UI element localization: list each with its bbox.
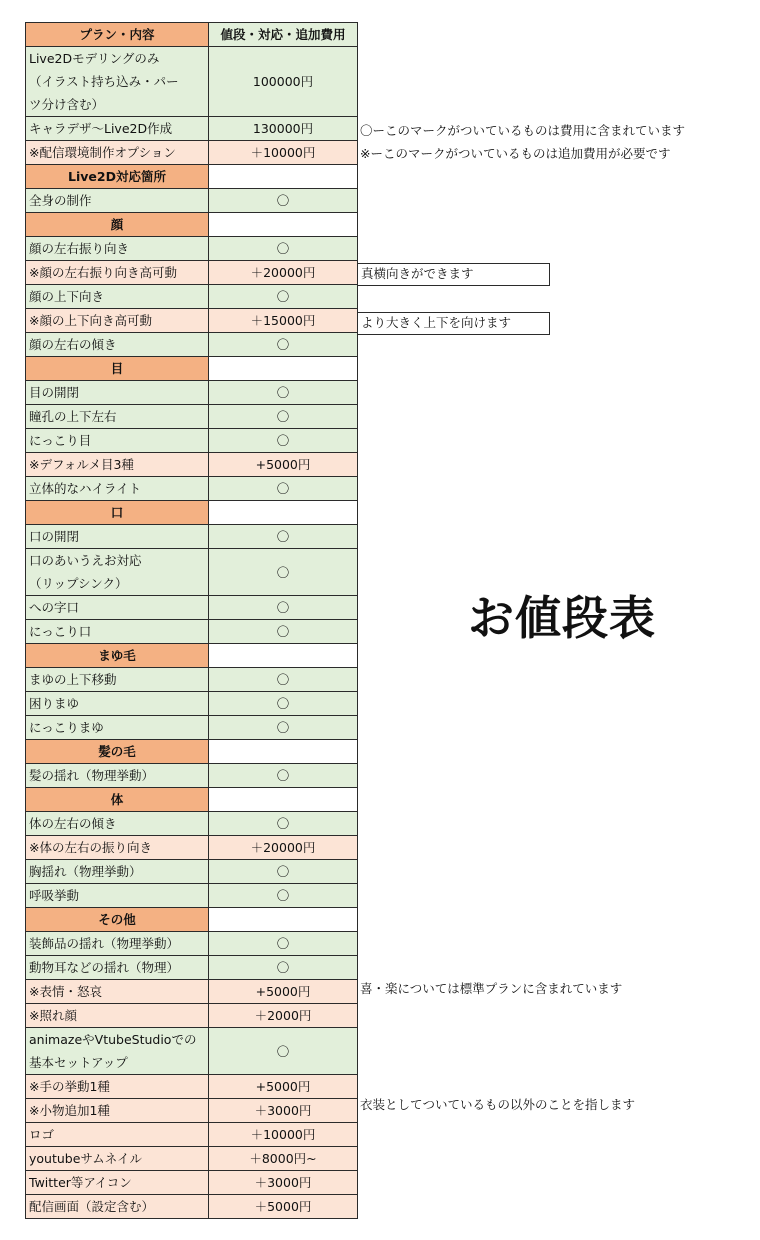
row-value[interactable]: ＋3000円 bbox=[209, 1099, 358, 1123]
section-row bbox=[26, 788, 358, 812]
page-title: お値段表 bbox=[468, 591, 656, 645]
section-row bbox=[26, 165, 358, 189]
header-price[interactable]: 値段・対応・追加費用 bbox=[209, 23, 358, 47]
row-value[interactable]: 100000円 bbox=[209, 47, 358, 117]
row-label[interactable]: 顔の左右振り向き bbox=[26, 237, 209, 261]
row-value[interactable]: 〇 bbox=[209, 668, 358, 692]
row-value[interactable]: 〇 bbox=[209, 381, 358, 405]
row-value[interactable]: 〇 bbox=[209, 812, 358, 836]
note-hyoujou: 喜・楽については標準プランに含まれています bbox=[360, 981, 623, 996]
row-value[interactable]: 〇 bbox=[209, 1028, 358, 1075]
row-label[interactable]: 髪の揺れ（物理挙動） bbox=[26, 764, 209, 788]
row-value[interactable]: ＋5000円 bbox=[209, 1195, 358, 1219]
row-value[interactable] bbox=[209, 213, 358, 237]
table-row bbox=[26, 141, 358, 165]
table-row bbox=[26, 1195, 358, 1219]
section-row bbox=[26, 213, 358, 237]
table-row bbox=[26, 716, 358, 740]
table-row bbox=[26, 812, 358, 836]
table-row bbox=[26, 381, 358, 405]
section-row bbox=[26, 644, 358, 668]
row-label[interactable]: Twitter等アイコン bbox=[26, 1171, 209, 1195]
table-row bbox=[26, 692, 358, 716]
section-row bbox=[26, 740, 358, 764]
row-value[interactable] bbox=[209, 740, 358, 764]
row-value[interactable]: 〇 bbox=[209, 620, 358, 644]
table-row bbox=[26, 980, 358, 1004]
row-value[interactable] bbox=[209, 357, 358, 381]
table-row bbox=[26, 884, 358, 908]
header-plan[interactable]: プラン・内容 bbox=[26, 23, 209, 47]
row-label[interactable]: 口の開閉 bbox=[26, 525, 209, 549]
note-jouge: より大きく上下を向けます bbox=[357, 312, 550, 335]
row-label[interactable]: キャラデザ〜Live2D作成 bbox=[26, 117, 209, 141]
row-value[interactable] bbox=[209, 788, 358, 812]
table-row bbox=[26, 1028, 358, 1075]
note-extra-mark: ※ーこのマークがついているものは追加費用が必要です bbox=[360, 146, 671, 161]
row-value[interactable]: 130000円 bbox=[209, 117, 358, 141]
table-row bbox=[26, 1099, 358, 1123]
row-label[interactable]: 瞳孔の上下左右 bbox=[26, 405, 209, 429]
note-included-mark: 〇ーこのマークがついているものは費用に含まれています bbox=[360, 123, 686, 138]
row-value[interactable]: ＋10000円 bbox=[209, 141, 358, 165]
row-label[interactable]: にっこり口 bbox=[26, 620, 209, 644]
row-value[interactable]: 〇 bbox=[209, 764, 358, 788]
table-row bbox=[26, 309, 358, 333]
table-row bbox=[26, 1004, 358, 1028]
section-row bbox=[26, 357, 358, 381]
table-row bbox=[26, 525, 358, 549]
row-value[interactable]: 〇 bbox=[209, 596, 358, 620]
note-komono: 衣装としてついているもの以外のことを指します bbox=[360, 1097, 636, 1112]
row-value[interactable]: ＋15000円 bbox=[209, 309, 358, 333]
row-label[interactable]: 立体的なハイライト bbox=[26, 477, 209, 501]
table-row bbox=[26, 620, 358, 644]
section-title[interactable]: Live2D対応箇所 bbox=[26, 165, 209, 189]
note-yoko: 真横向きができます bbox=[357, 263, 550, 286]
row-label[interactable]: Live2Dモデリングのみ （イラスト持ち込み・パー ツ分け含む） bbox=[26, 47, 209, 117]
row-value[interactable]: 〇 bbox=[209, 237, 358, 261]
row-label[interactable]: まゆの上下移動 bbox=[26, 668, 209, 692]
row-label[interactable]: ※配信環境制作オプション bbox=[26, 141, 209, 165]
table-row bbox=[26, 932, 358, 956]
row-label[interactable]: ※手の挙動1種 bbox=[26, 1075, 209, 1099]
section-row bbox=[26, 501, 358, 525]
row-value[interactable]: 〇 bbox=[209, 549, 358, 596]
row-value[interactable]: 〇 bbox=[209, 884, 358, 908]
row-value[interactable]: 〇 bbox=[209, 525, 358, 549]
row-value[interactable]: +5000円 bbox=[209, 980, 358, 1004]
row-value[interactable] bbox=[209, 644, 358, 668]
row-value[interactable]: 〇 bbox=[209, 189, 358, 213]
section-title[interactable]: まゆ毛 bbox=[26, 644, 209, 668]
row-value[interactable] bbox=[209, 908, 358, 932]
row-label[interactable]: にっこり目 bbox=[26, 429, 209, 453]
row-label[interactable]: 顔の左右の傾き bbox=[26, 333, 209, 357]
table-row bbox=[26, 1147, 358, 1171]
table-row bbox=[26, 668, 358, 692]
section-title[interactable]: 目 bbox=[26, 357, 209, 381]
row-value[interactable]: 〇 bbox=[209, 860, 358, 884]
row-label[interactable]: ※顔の左右振り向き高可動 bbox=[26, 261, 209, 285]
table-header-row bbox=[26, 23, 358, 47]
row-value[interactable]: ＋20000円 bbox=[209, 836, 358, 860]
table-row bbox=[26, 117, 358, 141]
row-label[interactable]: ※照れ顔 bbox=[26, 1004, 209, 1028]
table-row bbox=[26, 836, 358, 860]
row-value[interactable]: 〇 bbox=[209, 692, 358, 716]
row-value[interactable]: 〇 bbox=[209, 429, 358, 453]
table-row bbox=[26, 189, 358, 213]
row-value[interactable]: 〇 bbox=[209, 477, 358, 501]
table-row bbox=[26, 1075, 358, 1099]
table-row bbox=[26, 1171, 358, 1195]
row-value[interactable]: ＋10000円 bbox=[209, 1123, 358, 1147]
table-row bbox=[26, 285, 358, 309]
row-value[interactable]: 〇 bbox=[209, 405, 358, 429]
table-row bbox=[26, 549, 358, 596]
row-value[interactable]: 〇 bbox=[209, 932, 358, 956]
row-label[interactable]: animazeやVtubeStudioでの 基本セットアップ bbox=[26, 1028, 209, 1075]
row-label[interactable]: 全身の制作 bbox=[26, 189, 209, 213]
row-label[interactable]: 配信画面（設定含む） bbox=[26, 1195, 209, 1219]
row-label[interactable]: 動物耳などの揺れ（物理） bbox=[26, 956, 209, 980]
row-label[interactable]: 胸揺れ（物理挙動） bbox=[26, 860, 209, 884]
row-value[interactable]: ＋3000円 bbox=[209, 1171, 358, 1195]
row-label[interactable]: への字口 bbox=[26, 596, 209, 620]
table-row bbox=[26, 477, 358, 501]
row-label[interactable]: 呼吸挙動 bbox=[26, 884, 209, 908]
section-row bbox=[26, 908, 358, 932]
row-label[interactable]: 顔の上下向き bbox=[26, 285, 209, 309]
row-label[interactable]: にっこりまゆ bbox=[26, 716, 209, 740]
table-row bbox=[26, 261, 358, 285]
row-value[interactable]: ＋2000円 bbox=[209, 1004, 358, 1028]
row-label[interactable]: 口のあいうえお対応 （リップシンク） bbox=[26, 549, 209, 596]
row-label[interactable]: 装飾品の揺れ（物理挙動） bbox=[26, 932, 209, 956]
section-title[interactable]: 顔 bbox=[26, 213, 209, 237]
table-row bbox=[26, 47, 358, 117]
section-title[interactable]: その他 bbox=[26, 908, 209, 932]
row-value[interactable]: 〇 bbox=[209, 285, 358, 309]
row-label[interactable]: ロゴ bbox=[26, 1123, 209, 1147]
row-label[interactable]: ※デフォルメ目3種 bbox=[26, 453, 209, 477]
row-label[interactable]: 目の開閉 bbox=[26, 381, 209, 405]
row-value[interactable]: 〇 bbox=[209, 716, 358, 740]
row-label[interactable]: ※顔の上下向き高可動 bbox=[26, 309, 209, 333]
row-value[interactable]: +5000円 bbox=[209, 453, 358, 477]
row-value[interactable]: +5000円 bbox=[209, 1075, 358, 1099]
row-label[interactable]: ※体の左右の振り向き bbox=[26, 836, 209, 860]
row-value[interactable]: ＋8000円~ bbox=[209, 1147, 358, 1171]
price-table bbox=[25, 22, 358, 1219]
row-label[interactable]: ※小物追加1種 bbox=[26, 1099, 209, 1123]
row-label[interactable]: 体の左右の傾き bbox=[26, 812, 209, 836]
table-row bbox=[26, 237, 358, 261]
row-value[interactable]: ＋20000円 bbox=[209, 261, 358, 285]
table-row bbox=[26, 956, 358, 980]
table-row bbox=[26, 429, 358, 453]
table-row bbox=[26, 1123, 358, 1147]
table-row bbox=[26, 860, 358, 884]
row-value[interactable] bbox=[209, 501, 358, 525]
table-row bbox=[26, 333, 358, 357]
row-value[interactable]: 〇 bbox=[209, 956, 358, 980]
table-row bbox=[26, 453, 358, 477]
row-label[interactable]: ※表情・怒哀 bbox=[26, 980, 209, 1004]
row-value[interactable]: 〇 bbox=[209, 333, 358, 357]
section-title[interactable]: 髪の毛 bbox=[26, 740, 209, 764]
section-title[interactable]: 体 bbox=[26, 788, 209, 812]
row-label[interactable]: 困りまゆ bbox=[26, 692, 209, 716]
section-title[interactable]: 口 bbox=[26, 501, 209, 525]
table-row bbox=[26, 405, 358, 429]
table-row bbox=[26, 596, 358, 620]
row-value[interactable] bbox=[209, 165, 358, 189]
table-row bbox=[26, 764, 358, 788]
row-label[interactable]: youtubeサムネイル bbox=[26, 1147, 209, 1171]
